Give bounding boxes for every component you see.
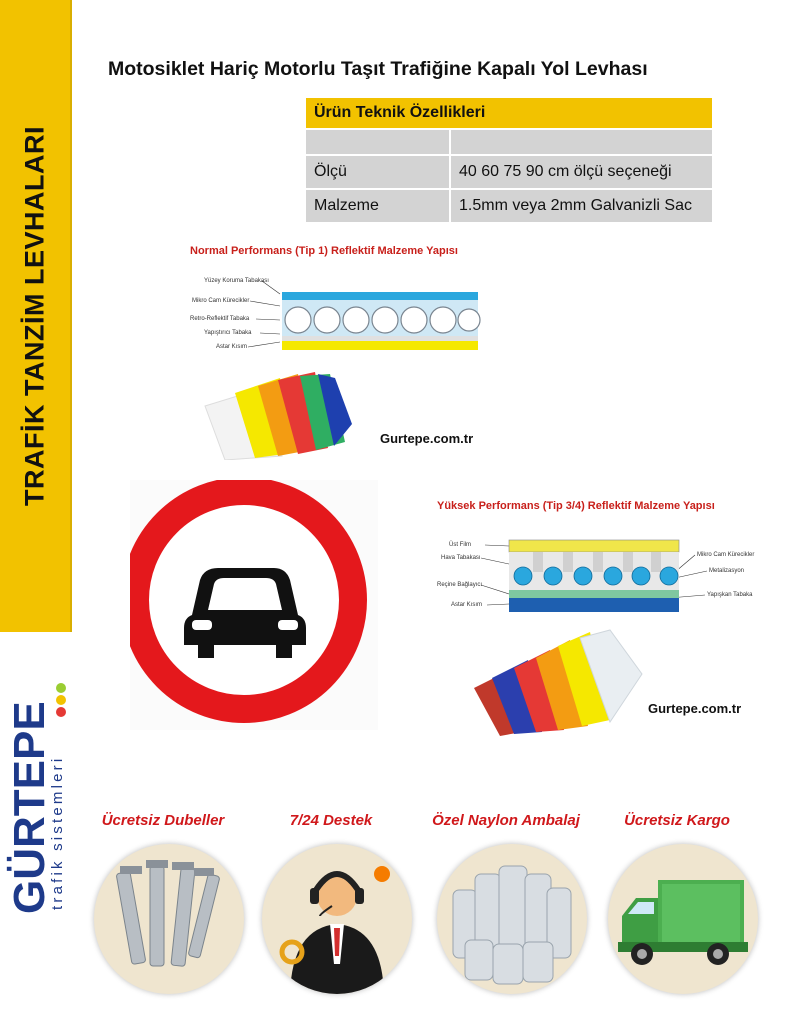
logo <box>0 682 78 922</box>
logo-icon <box>0 682 78 922</box>
cargo-truck-icon <box>608 844 758 994</box>
table-row <box>306 189 712 222</box>
car-icon <box>130 480 378 730</box>
high-label: Astar Kısım <box>451 602 483 608</box>
table-row <box>306 129 712 155</box>
high-label: Mikro Cam Kürecikler <box>697 552 755 558</box>
logo-brand: GÜRTEPE <box>5 701 54 914</box>
feature-label: Ücretsiz Kargo <box>624 812 730 829</box>
spec-table <box>306 98 712 222</box>
nylon-rolls-icon <box>437 844 587 994</box>
high-label: Reçine Bağlayıcı <box>437 582 483 588</box>
spec-label <box>306 129 450 155</box>
spec-value <box>450 129 712 155</box>
normal-label: Mikro Cam Kürecikler <box>192 298 250 304</box>
normal-label: Retro-Reflektif Tabaka <box>190 316 250 322</box>
page-title: Motosiklet Hariç Motorlu Taşıt Trafiğine Kapalı Yol Levhası <box>108 58 648 80</box>
sign-panel <box>130 480 378 730</box>
table-row <box>306 155 712 189</box>
high-label: Yapışkan Tabaka <box>707 592 753 598</box>
logo-tagline: trafik sistemleri <box>49 755 66 910</box>
spec-label: Malzeme <box>306 189 450 222</box>
spec-value: 40 60 75 90 cm ölçü seçeneği <box>450 155 712 189</box>
normal-layers-icon <box>190 272 490 357</box>
normal-diagram <box>190 272 490 357</box>
normal-diagram-title: Normal Performans (Tip 1) Reflektif Malzeme Yapısı <box>190 245 458 257</box>
feature-cargo <box>592 812 772 829</box>
site-label: Gurtepe.com.tr <box>648 701 742 716</box>
site-label: Gurtepe.com.tr <box>380 431 474 446</box>
feature-label: 7/24 Destek <box>289 812 373 829</box>
normal-label: Yapıştırıcı Tabaka <box>204 330 252 336</box>
normal-sheets-icon <box>200 368 360 460</box>
feature-dubel <box>78 812 258 829</box>
spec-table-header: Ürün Teknik Özellikleri <box>306 98 712 129</box>
high-label: Metalizasyon <box>709 568 745 574</box>
feature-label: Özel Naylon Ambalaj <box>432 812 580 829</box>
high-label: Hava Tabakası <box>441 555 481 561</box>
normal-label: Astar Kısım <box>216 344 248 350</box>
spec-label: Ölçü <box>306 155 450 189</box>
high-label: Üst Film <box>449 542 471 548</box>
support-agent-icon <box>262 844 412 994</box>
high-diagram <box>437 538 767 618</box>
high-layers-icon <box>437 538 767 618</box>
anchor-bolts-icon <box>94 844 244 994</box>
side-band-text: TRAFİK TANZİM LEVHALARI <box>19 126 50 506</box>
spec-value: 1.5mm veya 2mm Galvanizli Sac <box>450 189 712 222</box>
high-diagram-title: Yüksek Performans (Tip 3/4) Reflektif Malzeme Yapısı <box>437 500 715 512</box>
feature-packaging <box>421 812 601 829</box>
side-band <box>0 0 72 632</box>
normal-label: Yüzey Koruma Tabakası <box>204 278 269 284</box>
feature-label: Ücretsiz Dubeller <box>101 812 225 829</box>
feature-support <box>246 812 426 829</box>
high-sheets-icon <box>470 628 650 736</box>
